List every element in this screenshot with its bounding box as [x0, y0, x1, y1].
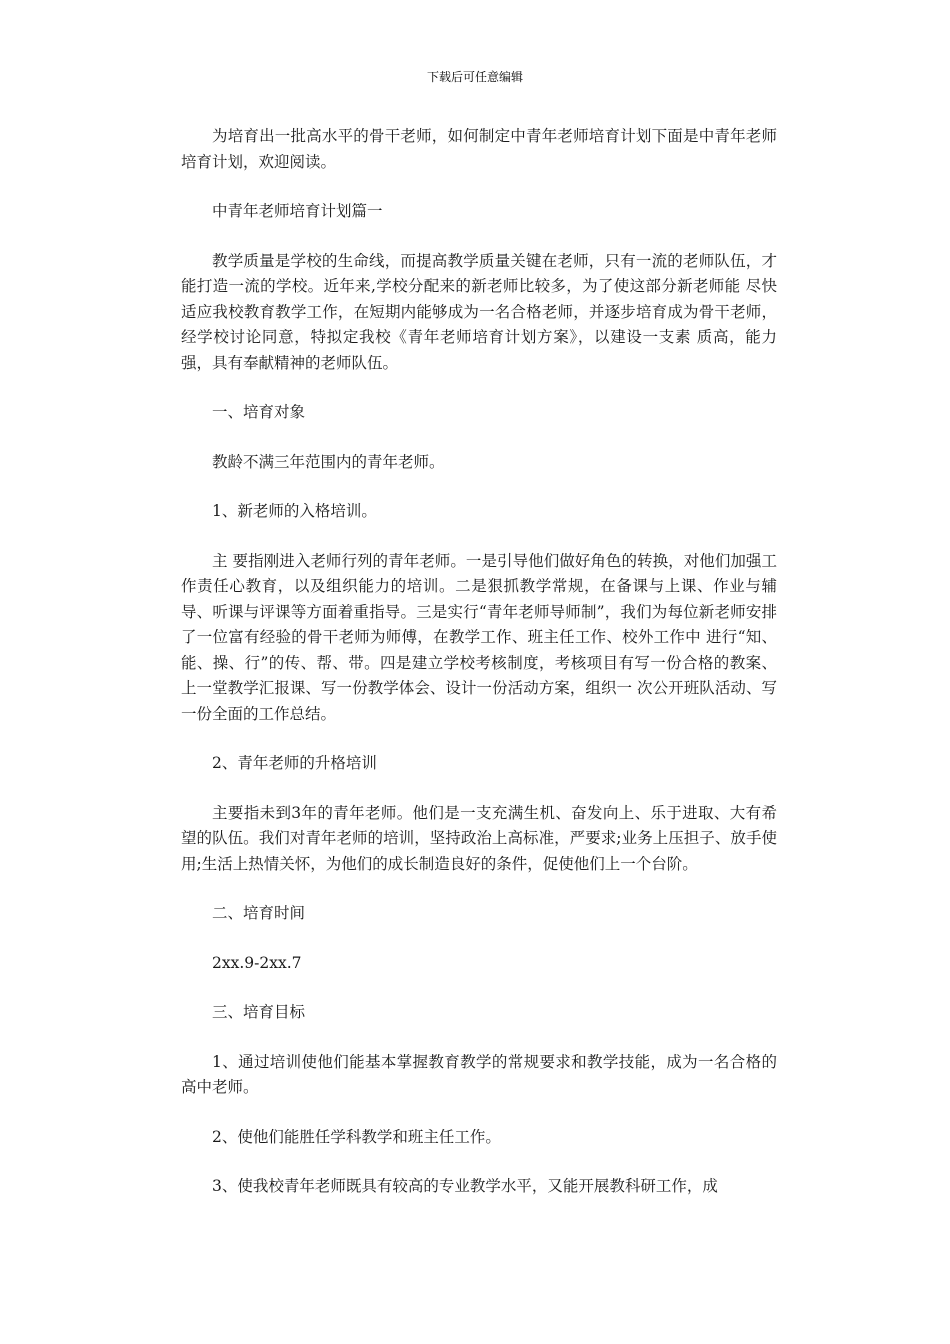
goal-item-3: 3、使我校青年老师既具有较高的专业教学水平，又能开展教科研工作，成 [212, 1177, 718, 1195]
paragraph-training-time: 2xx.9-2xx.7 [212, 953, 302, 972]
goal-item-2: 2、使他们能胜任学科教学和班主任工作。 [212, 1127, 501, 1146]
paragraph-intro: 为培育出一批高水平的骨干老师，如何制定中青年老师培育计划下面是中青年老师培育计划，欢迎阅读。 [181, 127, 777, 171]
heading-training-target: 一、培育对象 [212, 403, 306, 421]
paragraph-teaching-quality: 教学质量是学校的生命线，而提高教学质量关键在老师，只有一流的老师队伍，才能打造一流的学校。近年来,学校分配来的新老师比较多，为了使这部分新老师能 尽快适应我校教育教学工作，在短期内能够成为一名合格老师，并逐步培育成为骨干老师，经学校讨论同意，特拟定我校《青年老师培育计划方案》，以建设一支素 质高，能力强，具有奉献精神的老师队伍。 [181, 251, 777, 372]
subheading-young-teacher-upgrade: 2、青年老师的升格培训 [212, 754, 377, 772]
document-body [181, 124, 777, 1224]
paragraph-new-teacher-training: 主 要指刚进入老师行列的青年老师。一是引导他们做好角色的转换，对他们加强工作责任心教育，以及组织能力的培训。二是狠抓教学常规，在备课与上课、作业与辅 导、听课与评课等方面着重指导。三是实行“青年老师导师制”，我们为每位新老师安排了一位富有经验的骨干老师为师傅，在教学工作、班主任工作、校外工作中 进行“知、能、操、行”的传、帮、带。四是建立学校考核制度，考核项目有写一份合格的教案、上一堂教学汇报课、写一份教学体会、设计一份活动方案，组织一 次公开班队活动、写一份全面的工作总结。 [181, 551, 777, 723]
page-header: 下载后可任意编辑 [426, 70, 523, 84]
subheading-new-teacher-training: 1、新老师的入格培训。 [212, 502, 377, 520]
paragraph-young-teacher-upgrade: 主要指未到3年的青年老师。他们是一支充满生机、奋发向上、乐于进取、大有希望的队伍。我们对青年老师的培训，坚持政治上高标准，严要求;业务上压担子、放手使用;生活上热情关怀，为他们的成长制造良好的条件，促使他们上一个台阶。 [181, 803, 777, 873]
paragraph-target-scope: 教龄不满三年范围内的青年老师。 [212, 452, 445, 471]
section-title-plan-one: 中青年老师培育计划篇一 [212, 202, 383, 220]
heading-training-goals: 三、培育目标 [212, 1003, 306, 1021]
heading-training-time: 二、培育时间 [212, 904, 306, 922]
goal-item-1: 1、通过培训使他们能基本掌握教育教学的常规要求和教学技能，成为一名合格的高中老师。 [181, 1052, 777, 1096]
